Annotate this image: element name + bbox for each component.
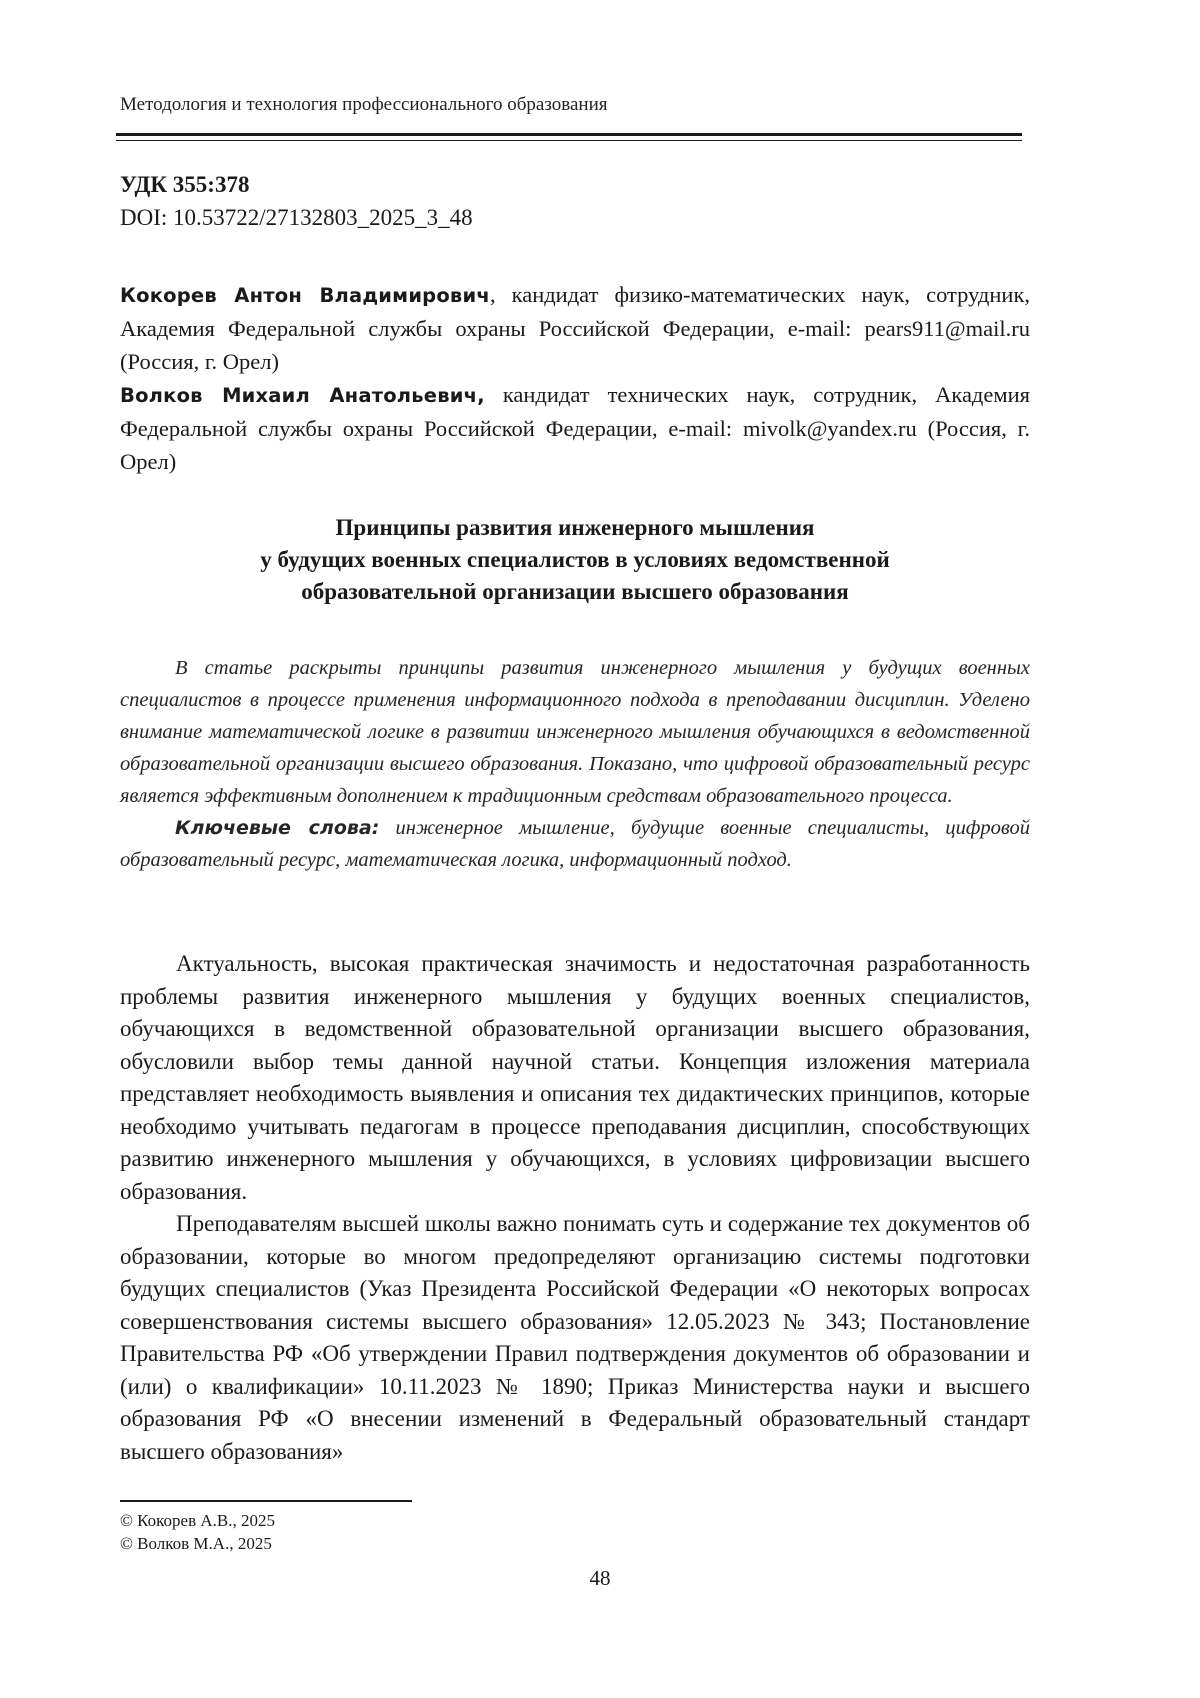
keywords-label: Ключевые слова: (175, 817, 380, 839)
author-name: Кокорев Антон Владимирович (120, 284, 490, 307)
authors-block (120, 278, 1030, 478)
body-paragraph: Актуальность, высокая практическая значимость и недостаточная разработанность проблемы развития инженерного мышления у будущих военных специалистов, обучающихся в ведомственной образовательной организации высшего образования, обусловили выбор темы данной научной статьи. Концепция изложения материала представляет необходимость выявления и описания тех дидактических принципов, которые необходимо учитывать педагогам в процессе преподавания дисциплин, способствующих развитию инженерного мышления у обучающихся, в условиях цифровизации высшего образования. (120, 951, 1030, 1204)
copyright-note: © Кокорев А.В., 2025 (120, 1511, 275, 1530)
keywords-list: инженерное мышление, будущие военные специалисты, цифровой образовательный ресурс, математическая логика, информационный подход. (120, 817, 1030, 871)
running-header: Методология и технология профессионального образования (120, 94, 608, 115)
author-name: Волков Михаил Анатольевич, (120, 384, 485, 407)
page-number: 48 (589, 1566, 611, 1590)
udk-code: УДК 355:378 (120, 172, 250, 197)
abstract (120, 652, 1030, 876)
article-title (120, 512, 1030, 608)
title-line: у будущих военных специалистов в условиях ведомственной (260, 547, 890, 572)
keywords (120, 812, 1030, 876)
title-line: Принципы развития инженерного мышления (335, 515, 815, 540)
abstract-text: В статье раскрыты принципы развития инженерного мышления у будущих военных специалистов в процессе применения информационного подхода в преподавании дисциплин. Уделено внимание математической логике в развитии инженерного мышления обучающихся в ведомственной образовательной организации высшего образования. Показано, что цифровой образовательный ресурс является эффективным дополнением к традиционным средствам образовательного процесса. (120, 657, 1030, 807)
body-paragraph: Преподавателям высшей школы важно понимать суть и содержание тех документов об образовании, которые во многом предопределяют организацию системы подготовки будущих специалистов (Указ Президента Российской Федерации «О некоторых вопросах совершенствования системы высшего образования» 12.05.2023 № 343; Постановление Правительства РФ «Об утверждении Правил подтверждения документов об образовании и (или) о квалификации» 10.11.2023 № 1890; Приказ Министерства науки и высшего образования РФ «О внесении изменений в Федеральный образовательный стандарт высшего образования» (120, 1211, 1030, 1464)
header-rule-thin (116, 140, 1022, 141)
header-rule-thick (116, 133, 1022, 136)
title-line: образовательной организации высшего образования (301, 579, 849, 604)
footnote-rule (120, 1500, 412, 1502)
author-entry (120, 378, 1030, 478)
author-details: , кандидат физико-математических наук, сотрудник, Академия Федеральной службы охраны Российской Федерации, e-mail: pears911@mail.ru (Россия, г. Орел) (120, 282, 1030, 374)
author-entry (120, 278, 1030, 378)
copyright-note: © Волков М.А., 2025 (120, 1534, 272, 1553)
doi: DOI: 10.53722/27132803_2025_3_48 (120, 205, 473, 230)
author-details: кандидат технических наук, сотрудник, Академия Федеральной службы охраны Российской Федерации, e-mail: mivolk@yandex.ru (Россия, г. Орел) (120, 382, 1030, 474)
footnotes (120, 1509, 275, 1555)
body-text (120, 948, 1030, 1468)
